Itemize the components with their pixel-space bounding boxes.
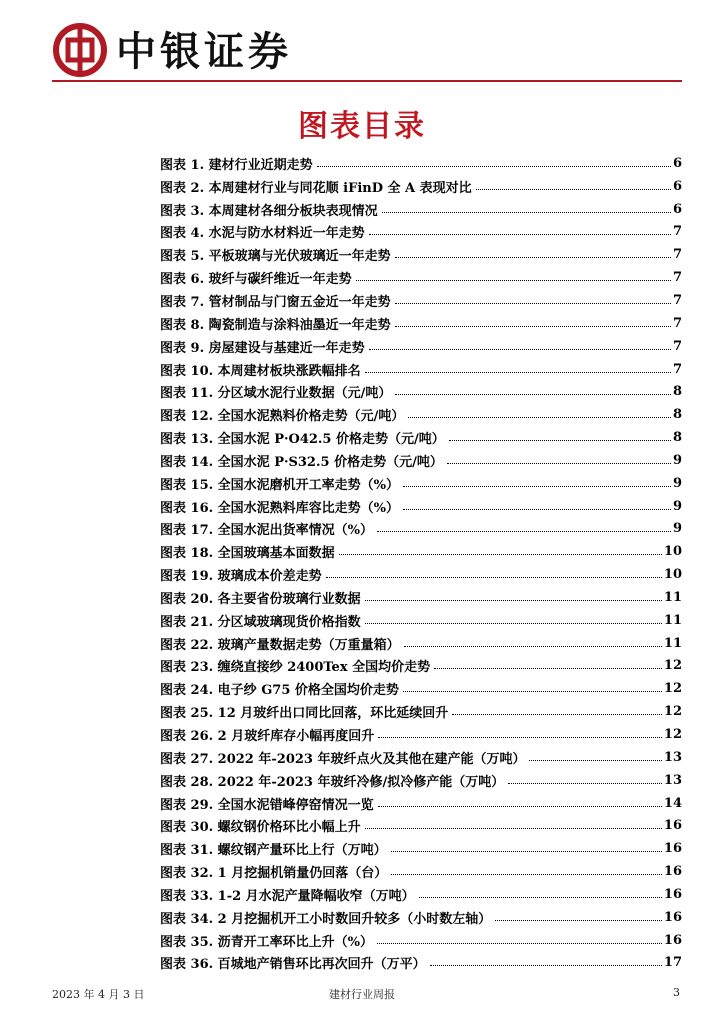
toc-entry[interactable] <box>160 814 682 837</box>
toc-entry-label: 图表 28. 2022 年-2023 年玻纤冷修/拟冷修产能（万吨） <box>160 774 505 790</box>
toc-entry-label: 图表 15. 全国水泥磨机开工率走势（%） <box>160 477 400 493</box>
toc-leader-dots <box>395 394 671 395</box>
toc-entry-label: 图表 4. 水泥与防水材料近一年走势 <box>160 226 365 242</box>
toc-entry-label: 图表 14. 全国水泥 P·S32.5 价格走势（元/吨） <box>160 454 443 470</box>
toc-entry[interactable] <box>160 175 682 198</box>
toc-entry[interactable] <box>160 700 682 723</box>
toc-entry-label: 图表 27. 2022 年-2023 年玻纤点火及其他在建产能（万吨） <box>160 751 526 767</box>
toc-leader-dots <box>430 965 662 966</box>
toc-leader-dots <box>391 874 662 875</box>
toc-entry-page: 10 <box>663 544 682 560</box>
toc-entry-label: 图表 19. 玻璃成本价差走势 <box>160 569 322 585</box>
toc-entry-page: 8 <box>672 384 682 400</box>
toc-entry-page: 14 <box>663 795 682 811</box>
toc-leader-dots <box>452 714 662 715</box>
brand-name: 中银证券 <box>116 28 292 75</box>
toc-entry[interactable] <box>160 837 682 860</box>
toc-entry-page: 11 <box>663 612 682 628</box>
report-header <box>52 22 682 80</box>
toc-entry[interactable] <box>160 426 682 449</box>
toc-entry-label: 图表 2. 本周建材行业与同花顺 iFinD 全 A 表现对比 <box>160 180 472 196</box>
toc-entry[interactable] <box>160 929 682 952</box>
toc-leader-dots <box>382 212 671 213</box>
toc-entry-page: 7 <box>672 315 682 331</box>
toc-entry-label: 图表 35. 沥青开工率环比上升（%） <box>160 934 374 950</box>
toc-entry-page: 7 <box>672 247 682 263</box>
toc-entry[interactable] <box>160 792 682 815</box>
toc-entry-label: 图表 11. 分区域水泥行业数据（元/吨） <box>160 386 392 402</box>
toc-entry-page: 7 <box>672 224 682 240</box>
header-rule <box>52 80 682 82</box>
toc-entry[interactable] <box>160 769 682 792</box>
toc-entry[interactable] <box>160 632 682 655</box>
toc-entry-label: 图表 20. 各主要省份玻璃行业数据 <box>160 591 361 607</box>
toc-leader-dots <box>369 349 671 350</box>
toc-entry-label: 图表 17. 全国水泥出货率情况（%） <box>160 523 374 539</box>
toc-entry-page: 9 <box>672 452 682 468</box>
toc-entry-page: 12 <box>663 727 682 743</box>
toc-entry-page: 13 <box>663 772 682 788</box>
toc-leader-dots <box>378 737 662 738</box>
toc-entry[interactable] <box>160 906 682 929</box>
toc-entry-label: 图表 22. 玻璃产量数据走势（万重量箱） <box>160 637 400 653</box>
toc-leader-dots <box>391 851 662 852</box>
toc-entry-page: 17 <box>663 955 682 971</box>
toc-entry[interactable] <box>160 677 682 700</box>
toc-entry[interactable] <box>160 449 682 472</box>
toc-entry-label: 图表 24. 电子纱 G75 价格全国均价走势 <box>160 683 399 699</box>
toc-leader-dots <box>404 646 662 647</box>
toc-entry[interactable] <box>160 540 682 563</box>
toc-entry-label: 图表 16. 全国水泥熟料库容比走势（%） <box>160 500 400 516</box>
toc-entry-label: 图表 31. 螺纹钢产量环比上行（万吨） <box>160 843 387 859</box>
toc-leader-dots <box>403 486 671 487</box>
footer-doc-type: 建材行业周报 <box>329 988 395 1001</box>
toc-entry[interactable] <box>160 472 682 495</box>
toc-entry-label: 图表 7. 管材制品与门窗五金近一年走势 <box>160 294 391 310</box>
toc-leader-dots <box>395 326 671 327</box>
toc-entry[interactable] <box>160 221 682 244</box>
toc-leader-dots <box>395 303 671 304</box>
toc-entry-page: 16 <box>663 841 682 857</box>
toc-entry[interactable] <box>160 883 682 906</box>
toc-entry[interactable] <box>160 289 682 312</box>
toc-leader-dots <box>365 623 662 624</box>
toc-leader-dots <box>356 280 671 281</box>
toc-entry-page: 8 <box>672 430 682 446</box>
toc-entry[interactable] <box>160 312 682 335</box>
toc-entry-page: 12 <box>663 658 682 674</box>
toc-entry[interactable] <box>160 495 682 518</box>
toc-entry-label: 图表 36. 百城地产销售环比再次回升（万平） <box>160 957 426 973</box>
toc-entry-label: 图表 33. 1-2 月水泥产量降幅收窄（万吨） <box>160 888 415 904</box>
toc-entry-page: 10 <box>663 567 682 583</box>
toc-entry-page: 7 <box>672 338 682 354</box>
toc-entry-label: 图表 29. 全国水泥错峰停窑情况一览 <box>160 797 374 813</box>
toc-entry-label: 图表 5. 平板玻璃与光伏玻璃近一年走势 <box>160 249 391 265</box>
toc-leader-dots <box>495 920 662 921</box>
toc-leader-dots <box>434 668 662 669</box>
toc-entry-page: 11 <box>663 635 682 651</box>
toc-entry-label: 图表 18. 全国玻璃基本面数据 <box>160 546 335 562</box>
toc-entry-label: 图表 10. 本周建材板块涨跌幅排名 <box>160 363 361 379</box>
toc-entry-page: 9 <box>672 498 682 514</box>
toc-entry-label: 图表 13. 全国水泥 P·O42.5 价格走势（元/吨） <box>160 432 445 448</box>
toc-leader-dots <box>476 189 671 190</box>
toc-entry[interactable] <box>160 860 682 883</box>
toc-leader-dots <box>403 691 662 692</box>
toc-entry[interactable] <box>160 746 682 769</box>
toc-entry[interactable] <box>160 952 682 975</box>
toc-entry[interactable] <box>160 358 682 381</box>
toc-entry[interactable] <box>160 563 682 586</box>
toc-leader-dots <box>377 943 662 944</box>
toc-leader-dots <box>447 463 671 464</box>
toc-entry-page: 12 <box>663 681 682 697</box>
toc-entry-page: 9 <box>672 475 682 491</box>
toc-entry-page: 16 <box>663 932 682 948</box>
toc-entry-page: 6 <box>672 201 682 217</box>
page-title: 图表目录 <box>298 109 426 144</box>
toc-entry-page: 11 <box>663 589 682 605</box>
toc-leader-dots <box>365 372 671 373</box>
toc-entry[interactable] <box>160 243 682 266</box>
toc-leader-dots <box>365 600 662 601</box>
toc-leader-dots <box>339 554 662 555</box>
toc-entry[interactable] <box>160 518 682 541</box>
toc-entry-page: 7 <box>672 292 682 308</box>
toc-leader-dots <box>365 828 662 829</box>
toc-entry-page: 16 <box>663 818 682 834</box>
toc-entry-label: 图表 30. 螺纹钢价格环比小幅上升 <box>160 820 361 836</box>
bank-of-china-logo-icon <box>52 22 108 78</box>
toc-entry-label: 图表 25. 12 月玻纤出口同比回落，环比延续回升 <box>160 706 449 722</box>
toc-entry[interactable] <box>160 403 682 426</box>
toc-leader-dots <box>317 166 671 167</box>
toc-leader-dots <box>403 509 671 510</box>
toc-entry-label: 图表 3. 本周建材各细分板块表现情况 <box>160 203 378 219</box>
table-of-figures <box>160 152 682 974</box>
toc-entry-label: 图表 21. 分区域玻璃现货价格指数 <box>160 614 361 630</box>
toc-entry-label: 图表 12. 全国水泥熟料价格走势（元/吨） <box>160 409 405 425</box>
toc-entry-label: 图表 32. 1 月挖掘机销量仍回落（台） <box>160 866 388 882</box>
footer-page-number: 3 <box>673 986 680 999</box>
toc-entry-label: 图表 23. 缠绕直接纱 2400Tex 全国均价走势 <box>160 660 431 676</box>
toc-entry-page: 16 <box>663 909 682 925</box>
toc-entry-page: 12 <box>663 704 682 720</box>
toc-entry[interactable] <box>160 586 682 609</box>
toc-entry[interactable] <box>160 723 682 746</box>
toc-leader-dots <box>529 760 661 761</box>
toc-entry[interactable] <box>160 198 682 221</box>
toc-leader-dots <box>369 234 671 235</box>
toc-leader-dots <box>449 440 671 441</box>
toc-entry-page: 7 <box>672 270 682 286</box>
toc-entry[interactable] <box>160 609 682 632</box>
toc-entry[interactable] <box>160 266 682 289</box>
toc-entry-page: 9 <box>672 521 682 537</box>
toc-entry-page: 6 <box>672 155 682 171</box>
toc-leader-dots <box>419 897 662 898</box>
toc-entry-page: 16 <box>663 886 682 902</box>
toc-leader-dots <box>326 577 662 578</box>
toc-entry[interactable] <box>160 152 682 175</box>
toc-entry-page: 8 <box>672 407 682 423</box>
toc-entry-page: 16 <box>663 864 682 880</box>
toc-leader-dots <box>377 531 671 532</box>
toc-entry-label: 图表 1. 建材行业近期走势 <box>160 157 313 173</box>
toc-leader-dots <box>508 783 662 784</box>
toc-entry-label: 图表 9. 房屋建设与基建近一年走势 <box>160 340 365 356</box>
toc-entry-label: 图表 34. 2 月挖掘机开工小时数回升较多（小时数左轴） <box>160 911 492 927</box>
toc-entry-label: 图表 26. 2 月玻纤库存小幅再度回升 <box>160 729 375 745</box>
toc-entry-label: 图表 6. 玻纤与碳纤维近一年走势 <box>160 272 352 288</box>
toc-entry-label: 图表 8. 陶瓷制造与涂料油墨近一年走势 <box>160 317 391 333</box>
toc-leader-dots <box>408 417 671 418</box>
toc-leader-dots <box>378 806 662 807</box>
toc-entry[interactable] <box>160 655 682 678</box>
footer-date: 2023 年 4 月 3 日 <box>52 988 145 1001</box>
toc-entry-page: 13 <box>663 749 682 765</box>
toc-entry-page: 6 <box>672 178 682 194</box>
toc-leader-dots <box>395 257 671 258</box>
toc-entry-page: 7 <box>672 361 682 377</box>
toc-entry[interactable] <box>160 380 682 403</box>
toc-entry[interactable] <box>160 335 682 358</box>
